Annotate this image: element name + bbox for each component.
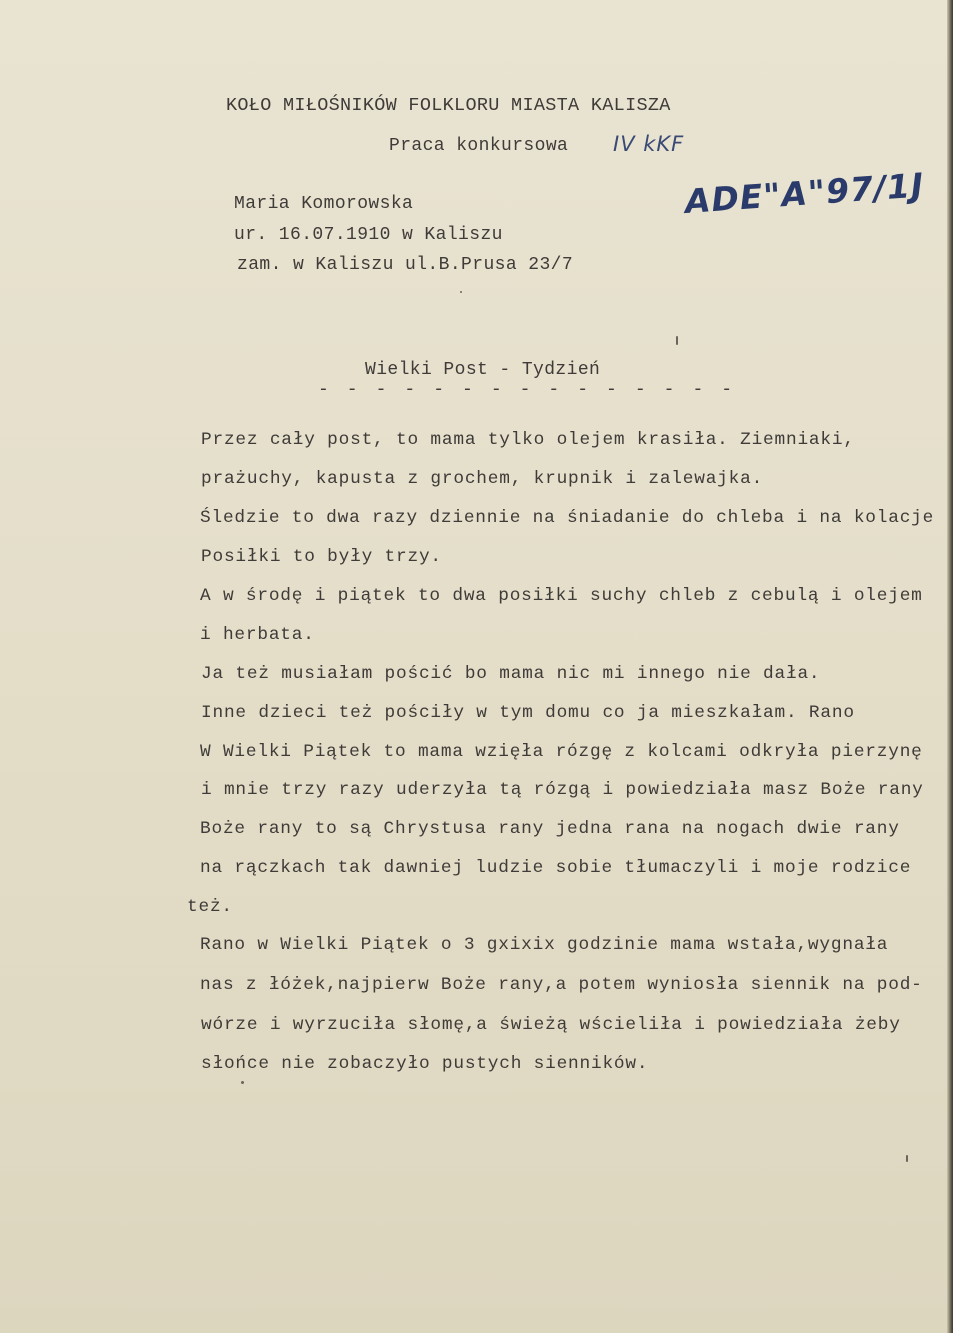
body-line: Boże rany to są Chrystusa rany jedna rana na nogach dwie rany xyxy=(200,819,900,839)
body-line: i mnie trzy razy uderzyła tą rózgą i powiedziała masz Boże rany xyxy=(201,780,924,800)
body-line: też. xyxy=(187,897,233,917)
author-birth: ur. 16.07.1910 w Kaliszu xyxy=(234,225,503,245)
body-line: Ja też musiałam pościć bo mama nic mi innego nie dała. xyxy=(201,664,821,684)
body-line: Rano w Wielki Piątek o 3 gxixix godzinie mama wstała,wygnała xyxy=(200,935,889,955)
body-line: prażuchy, kapusta z grochem, krupnik i zalewajka. xyxy=(201,469,764,489)
author-address: zam. w Kaliszu ul.B.Prusa 23/7 xyxy=(237,255,574,275)
paper-speck xyxy=(460,291,462,293)
organization-header: KOŁO MIŁOŚNIKÓW FOLKLORU MIASTA KALISZA xyxy=(226,95,671,116)
body-line: Przez cały post, to mama tylko olejem krasiła. Ziemniaki, xyxy=(201,430,855,450)
body-line: Śledzie to dwa razy dziennie na śniadanie do chleba i na kolacje xyxy=(200,508,935,528)
body-line: słońce nie zobaczyło pustych sienników. xyxy=(201,1054,649,1074)
document-title: Wielki Post - Tydzień xyxy=(365,360,601,380)
paper-speck xyxy=(906,1155,908,1162)
title-underline: - - - - - - - - - - - - - - - xyxy=(318,380,736,400)
paper-speck xyxy=(241,1081,244,1084)
page-edge-shadow xyxy=(947,0,953,1333)
body-line: nas z łóżek,najpierw Boże rany,a potem wyniosła siennik na pod- xyxy=(200,975,923,995)
body-line: na rączkach tak dawniej ludzie sobie tłumaczyli i moje rodzice xyxy=(200,858,912,878)
body-line: i herbata. xyxy=(200,625,315,645)
body-line: Inne dzieci też pościły w tym domu co ja mieszkałam. Rano xyxy=(201,703,855,723)
paper-speck xyxy=(676,336,678,345)
handwritten-archive-code: ADE"A"97/1J xyxy=(683,165,926,221)
body-line: A w środę i piątek to dwa posiłki suchy chleb z cebulą i olejem xyxy=(200,586,923,606)
submission-type: Praca konkursowa xyxy=(389,136,569,156)
author-name: Maria Komorowska xyxy=(234,194,414,214)
body-line: Posiłki to były trzy. xyxy=(201,547,442,567)
body-line: wórze i wyrzuciła słomę,a świeżą wścieliła i powiedziała żeby xyxy=(201,1015,901,1035)
body-line: W Wielki Piątek to mama wzięła rózgę z kolcami odkryła pierzynę xyxy=(200,742,923,762)
handwritten-note: IV kKF xyxy=(613,132,685,156)
